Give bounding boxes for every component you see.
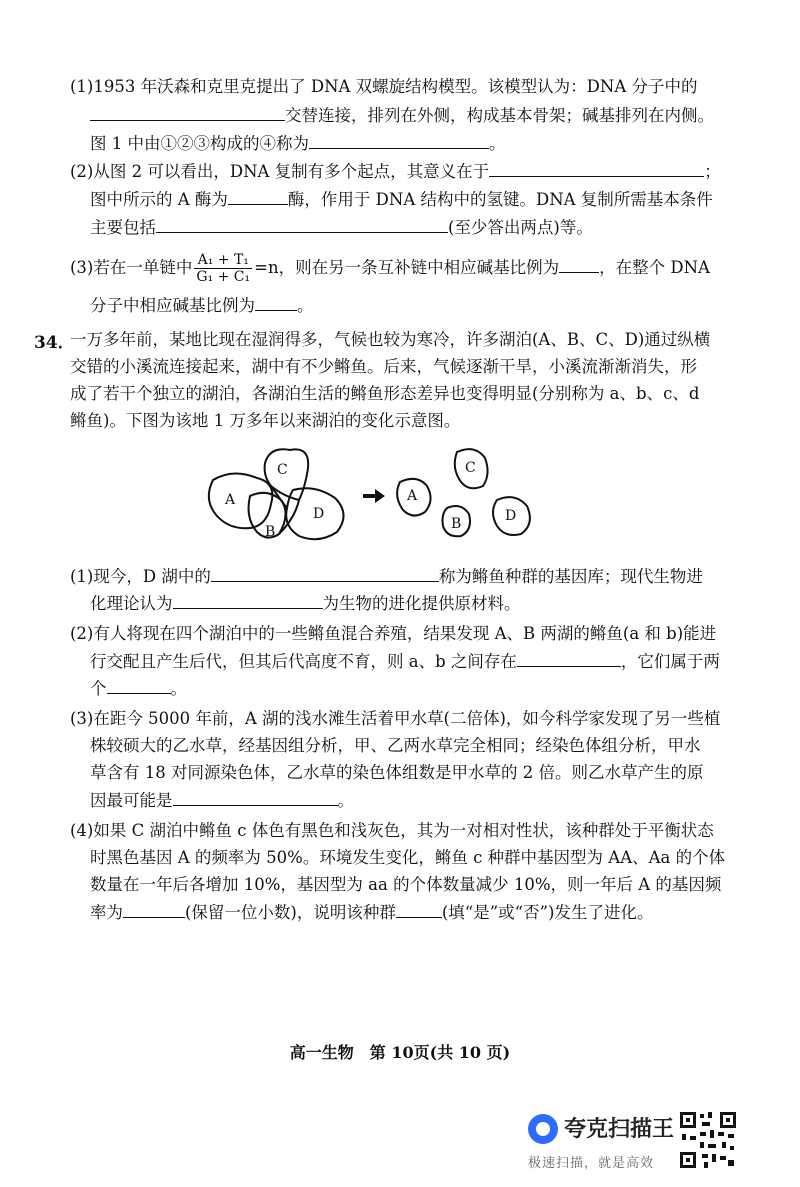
lake-change-figure xyxy=(195,438,555,558)
lake-label: C xyxy=(465,460,476,476)
answer-blank[interactable] xyxy=(559,256,599,273)
lake-label: B xyxy=(265,524,276,540)
lake-label: D xyxy=(505,508,517,524)
answer-blank[interactable] xyxy=(211,565,439,582)
base-ratio-fraction: $\frac{\text{A₁ + T₁}}{\text{G₁ + C₁}}$ xyxy=(196,252,251,285)
scanner-app-name: 夸克扫描王 xyxy=(564,1117,675,1142)
q34-part3-line4: 因最可能是 。 xyxy=(90,791,354,810)
q34-part3-line2: 株较硕大的乙水草，经基因组分析，甲、乙两水草完全相同；经染色体组分析，甲水 xyxy=(90,736,701,755)
lake-label: C xyxy=(277,462,288,478)
q34-part3-line1: (3)在距今 5000 年前，A 湖的浅水滩生活着甲水草(二倍体)，如今科学家发现了另一些植 xyxy=(70,709,721,728)
q33-part2-line1: (2)从图 2 可以看出，DNA 复制有多个起点，其意义在于 ； xyxy=(70,162,721,181)
answer-blank[interactable] xyxy=(396,901,442,918)
stream xyxy=(271,486,287,508)
q34-part2-line3: 个 。 xyxy=(90,679,187,698)
q33-part2-line3: 主要包括 (至少答出两点)等。 xyxy=(90,218,593,237)
q34-part2-line1: (2)有人将现在四个湖泊中的一些鳉鱼混合养殖，结果发现 A、B 两湖的鳉鱼(a 和 b)能进 xyxy=(70,624,717,643)
lake-label: B xyxy=(451,516,462,532)
q34-part4-line2: 时黑色基因 A 的频率为 50%。环境发生变化，鳉鱼 c 种群中基因型为 AA、Aa 的个体 xyxy=(90,848,726,867)
answer-blank[interactable] xyxy=(173,789,338,806)
answer-blank[interactable] xyxy=(107,677,171,694)
scanner-slogan: 极速扫描，就是高效 xyxy=(528,1156,655,1171)
q34-intro-line1: 一万多年前，某地比现在湿润得多，气候也较为寒冷，许多湖泊(A、B、C、D)通过纵横 xyxy=(70,330,711,349)
q34-part4-line4: 率为 (保留一位小数)，说明该种群 (填“是”或“否”)发生了进化。 xyxy=(90,903,654,922)
answer-blank[interactable] xyxy=(255,294,297,311)
q33-part1-line2: 交替连接，排列在外侧，构成基本骨架；碱基排列在内侧。 xyxy=(90,104,714,127)
answer-blank[interactable] xyxy=(309,132,489,149)
lake-label: A xyxy=(225,492,236,508)
scanner-watermark xyxy=(528,1112,678,1172)
lake-label: D xyxy=(313,506,325,522)
q34-intro-line3: 成了若干个独立的湖泊，各湖泊生活的鳉鱼形态差异也变得明显(分别称为 a、b、c、d xyxy=(70,384,700,403)
lake-label: A xyxy=(407,488,418,504)
q34-part1-line2: 化理论认为 为生物的进化提供原材料。 xyxy=(90,594,521,613)
answer-blank[interactable] xyxy=(123,901,185,918)
q33-part1-line3: 图 1 中由①②③构成的④称为 。 xyxy=(90,134,506,153)
q33-part1-line1: (1)1953 年沃森和克里克提出了 DNA 双螺旋结构模型。该模型认为：DNA 分子中的 xyxy=(70,77,698,96)
q33-part3-line2: 分子中相应碱基比例为 。 xyxy=(90,296,314,315)
q34-part2-line2: 行交配且产生后代，但其后代高度不育，则 a、b 之间存在 ，它们属于两 xyxy=(90,652,720,671)
answer-blank[interactable] xyxy=(90,104,285,121)
arrow-icon xyxy=(363,489,385,503)
q34-intro-line4: 鳉鱼)。下图为该地 1 万多年以来湖泊的变化示意图。 xyxy=(70,411,461,430)
answer-blank[interactable] xyxy=(517,650,621,667)
qr-code-icon xyxy=(678,1110,738,1170)
answer-blank[interactable] xyxy=(156,216,448,233)
scanner-logo-icon xyxy=(528,1114,558,1144)
question-number: 34． xyxy=(34,333,75,353)
lake-a-before xyxy=(209,473,273,528)
q34-part1-line1: (1)现今，D 湖中的 称为鳉鱼种群的基因库；现代生物进 xyxy=(70,567,703,586)
q34-part3-line3: 草含有 18 对同源染色体，乙水草的染色体组数是甲水草的 2 倍。则乙水草产生的原 xyxy=(90,763,704,782)
q34-part4-line3: 数量在一年后各增加 10%，基因型为 aa 的个体数量减少 10%，则一年后 A 的基因频 xyxy=(90,875,722,894)
q33-part2-line2: 图中所示的 A 酶为 酶，作用于 DNA 结构中的氢键。DNA 复制所需基本条件 xyxy=(90,190,713,209)
q33-part3-line1: (3)若在一单链中 $\frac{\text{A₁ + T₁}}{\text{G₁ + C₁}}$ =n，则在另一条互补链中相应碱基比例为 ，在整个 DNA xyxy=(70,252,710,285)
answer-blank[interactable] xyxy=(173,592,323,609)
answer-blank[interactable] xyxy=(228,188,288,205)
q34-part4-line1: (4)如果 C 湖泊中鳉鱼 c 体色有黑色和浅灰色，其为一对相对性状，该种群处于平衡状态 xyxy=(70,821,714,840)
q34-intro-line2: 交错的小溪流连接起来，湖中有不少鳉鱼。后来，气候逐渐干旱，小溪流渐渐消失，形 xyxy=(70,357,697,376)
answer-blank[interactable] xyxy=(489,160,704,177)
page-footer: 高一生物 第 10页(共 10 页) xyxy=(289,1043,511,1062)
